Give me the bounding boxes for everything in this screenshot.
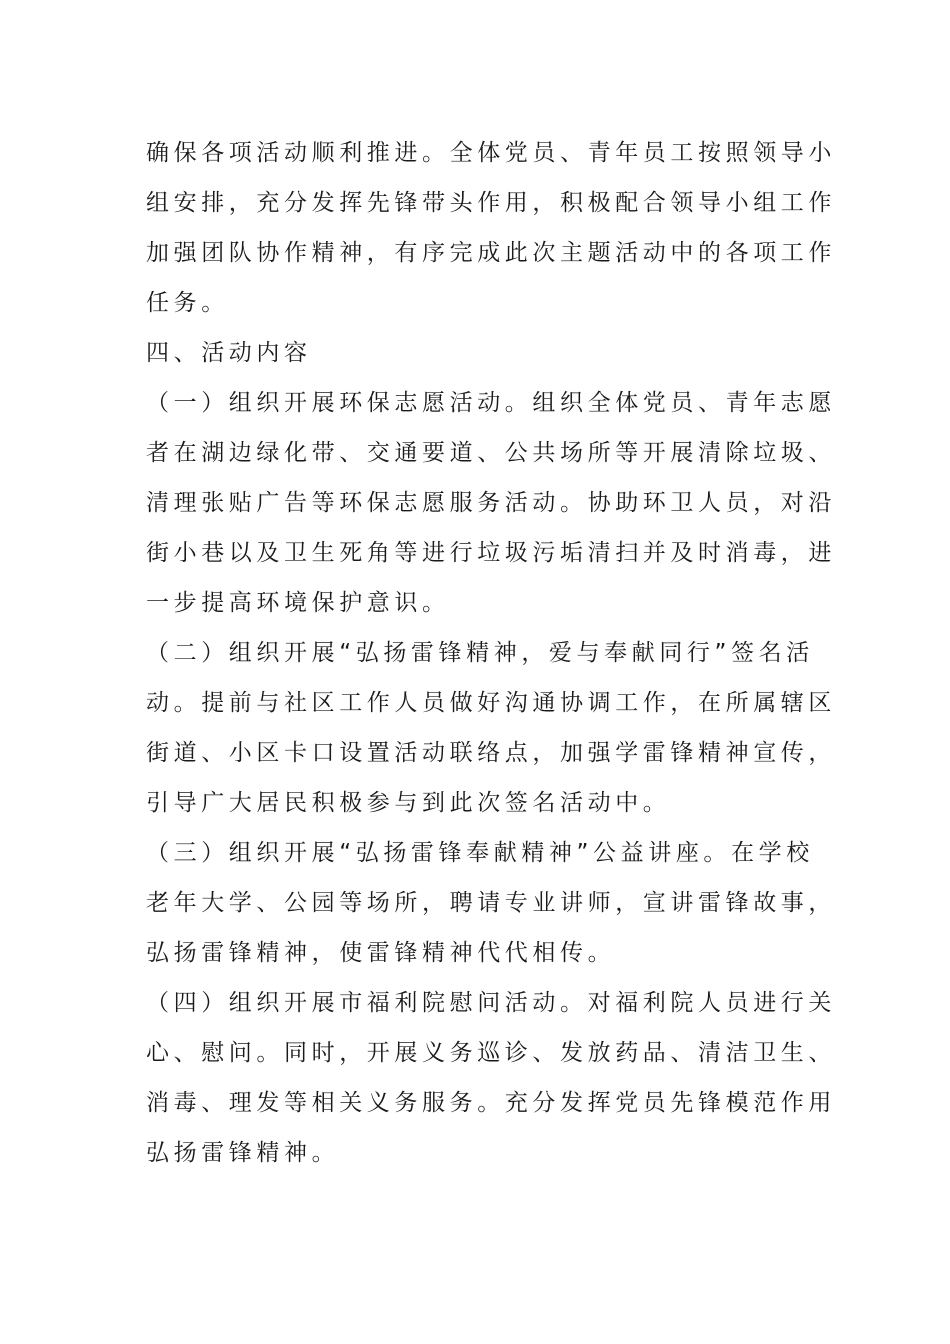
text-line: 加强团队协作精神，有序完成此次主题活动中的各项工作 xyxy=(146,240,836,266)
text-line: 组安排，充分发挥先锋带头作用，积极配合领导小组工作 xyxy=(146,190,836,216)
text-line: 引导广大居民积极参与到此次签名活动中。 xyxy=(146,790,671,816)
text-line: 心、慰问。同时，开展义务巡诊、发放药品、清洁卫生、 xyxy=(146,1040,836,1066)
text-line: 街道、小区卡口设置活动联络点，加强学雷锋精神宣传， xyxy=(146,740,836,766)
text-line: （二）组织开展“弘扬雷锋精神，爱与奉献同行”签名活 xyxy=(146,640,814,666)
text-line: 弘扬雷锋精神，使雷锋精神代代相传。 xyxy=(146,940,616,966)
document-body xyxy=(146,128,836,1178)
text-line: 确保各项活动顺利推进。全体党员、青年员工按照领导小 xyxy=(146,140,836,166)
section-heading: 四、活动内容 xyxy=(146,340,312,366)
text-line: 街小巷以及卫生死角等进行垃圾污垢清扫并及时消毒，进 xyxy=(146,540,836,566)
text-line: 清理张贴广告等环保志愿服务活动。协助环卫人员，对沿 xyxy=(146,490,836,516)
text-line: 弘扬雷锋精神。 xyxy=(146,1140,340,1166)
text-line: （四）组织开展市福利院慰问活动。对福利院人员进行关 xyxy=(146,990,836,1016)
text-line: 消毒、理发等相关义务服务。充分发挥党员先锋模范作用 xyxy=(146,1090,836,1116)
text-line: 老年大学、公园等场所，聘请专业讲师，宣讲雷锋故事， xyxy=(146,890,836,916)
text-line: 任务。 xyxy=(146,290,229,316)
text-line: 动。提前与社区工作人员做好沟通协调工作，在所属辖区 xyxy=(146,690,836,716)
text-line: 者在湖边绿化带、交通要道、公共场所等开展清除垃圾、 xyxy=(146,440,836,466)
text-line: （一）组织开展环保志愿活动。组织全体党员、青年志愿 xyxy=(146,390,836,416)
text-line: （三）组织开展“弘扬雷锋奉献精神”公益讲座。在学校 xyxy=(146,840,814,866)
text-line: 一步提高环境保护意识。 xyxy=(146,590,450,616)
